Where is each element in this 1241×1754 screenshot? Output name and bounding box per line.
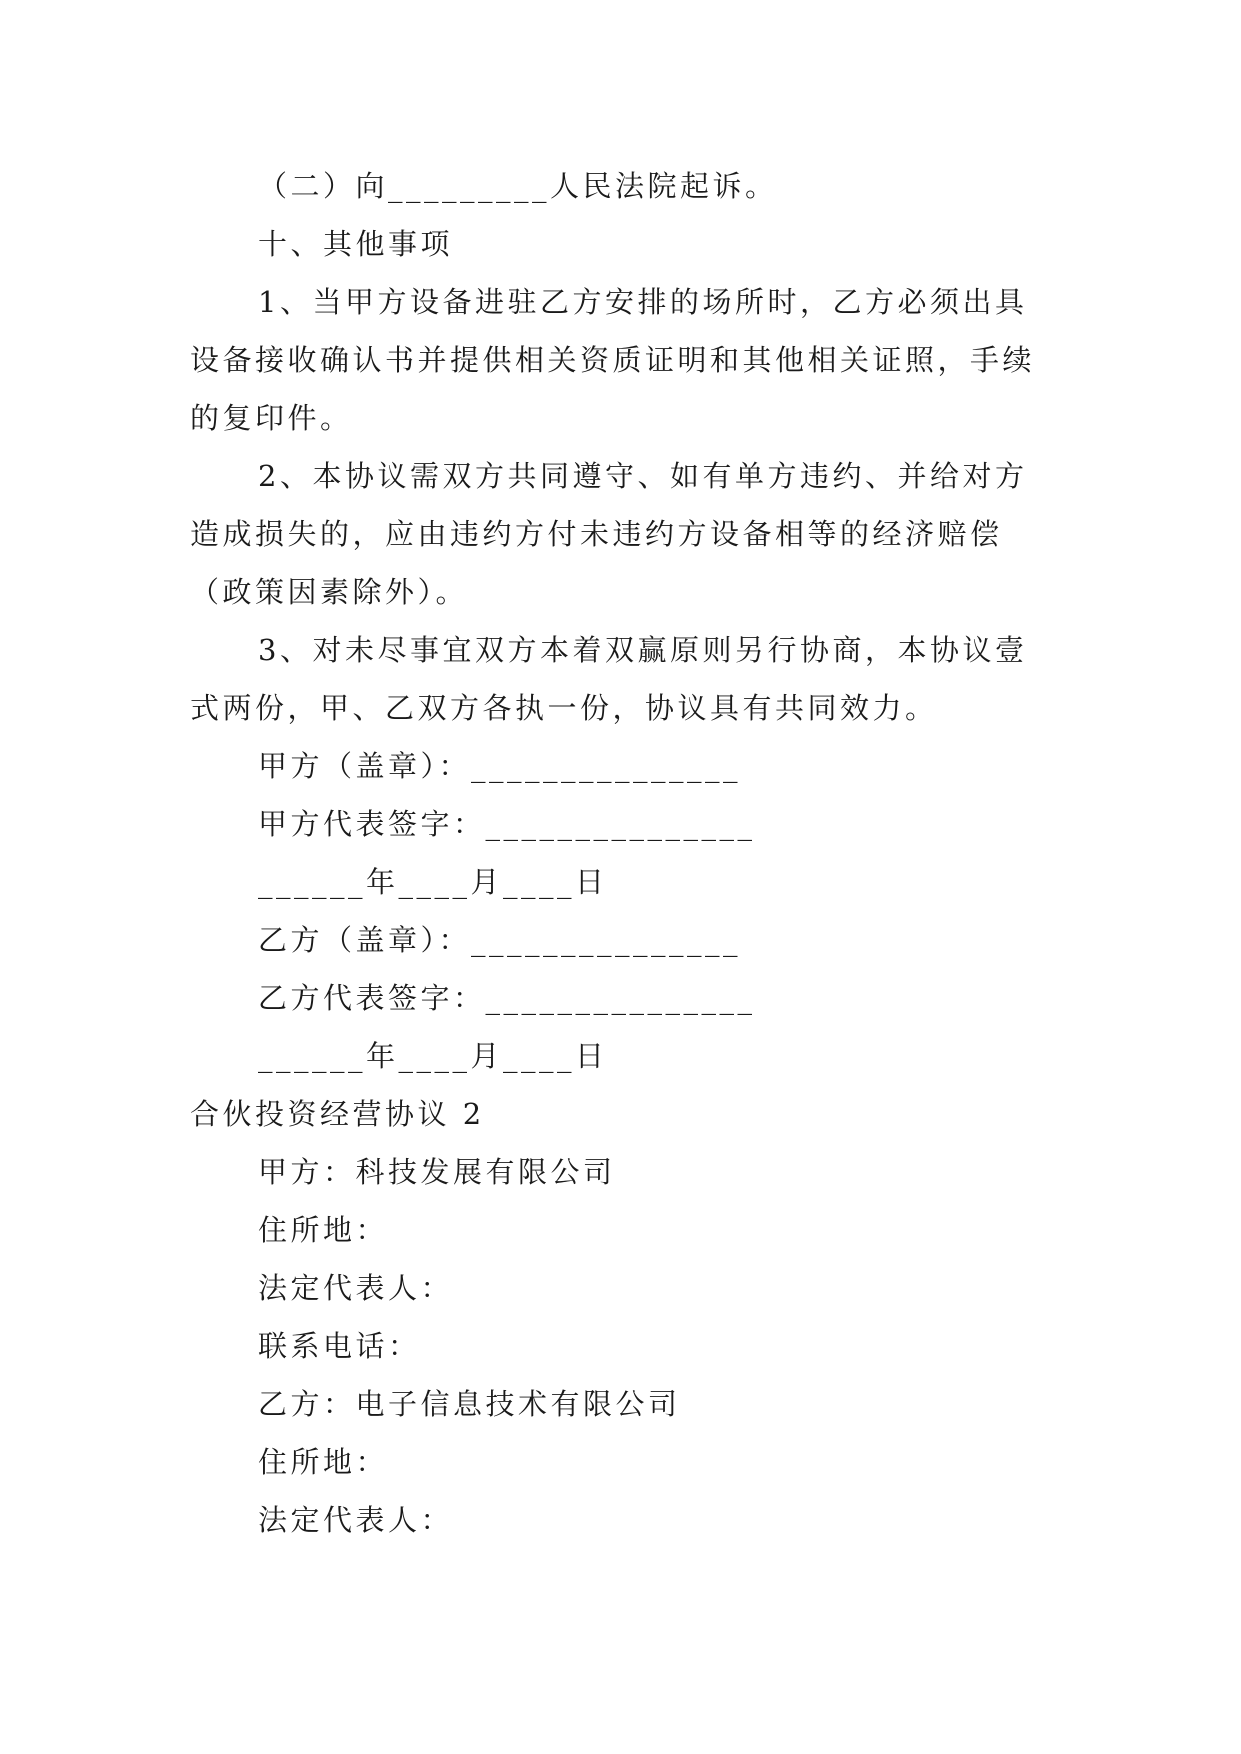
party-a-seal-line: 甲方（盖章）：_______________: [258, 749, 742, 783]
party-b-legal-rep-label: 法定代表人：: [258, 1503, 454, 1537]
section-heading-other-matters: 十、其他事项: [258, 227, 454, 261]
party-b-signature-line: 乙方代表签字：_______________: [258, 981, 756, 1015]
party-a-phone-label: 联系电话：: [258, 1329, 421, 1363]
party-b-seal-line: 乙方（盖章）：_______________: [258, 923, 742, 957]
clause-2-line-3: （政策因素除外）。: [190, 575, 469, 609]
party-a-name: 甲方：科技发展有限公司: [258, 1155, 616, 1189]
agreement-title: 合伙投资经营协议 2: [190, 1097, 485, 1131]
clause-court-suit: （二）向_________人民法院起诉。: [258, 169, 778, 203]
clause-3-line-2: 式两份，甲、乙双方各执一份，协议具有共同效力。: [190, 691, 938, 725]
party-a-signature-line: 甲方代表签字：_______________: [258, 807, 756, 841]
party-a-address-label: 住所地：: [258, 1213, 389, 1247]
clause-1-line-2: 设备接收确认书并提供相关资质证明和其他相关证照，手续: [190, 343, 1036, 377]
clause-2-line-1: 2、本协议需双方共同遵守、如有单方违约、并给对方: [258, 459, 1028, 493]
clause-3-line-1: 3、对未尽事宜双方本着双赢原则另行协商，本协议壹: [258, 633, 1028, 667]
clause-1-line-3: 的复印件。: [190, 401, 353, 435]
clause-2-line-2: 造成损失的，应由违约方付未违约方设备相等的经济赔偿: [190, 517, 1003, 551]
clause-1-line-1: 1、当甲方设备进驻乙方安排的场所时，乙方必须出具: [258, 285, 1028, 319]
party-a-date-line: ______年____月____日: [258, 865, 608, 899]
party-a-legal-rep-label: 法定代表人：: [258, 1271, 454, 1305]
party-b-address-label: 住所地：: [258, 1445, 389, 1479]
party-b-name: 乙方：电子信息技术有限公司: [258, 1387, 681, 1421]
party-b-date-line: ______年____月____日: [258, 1039, 608, 1073]
